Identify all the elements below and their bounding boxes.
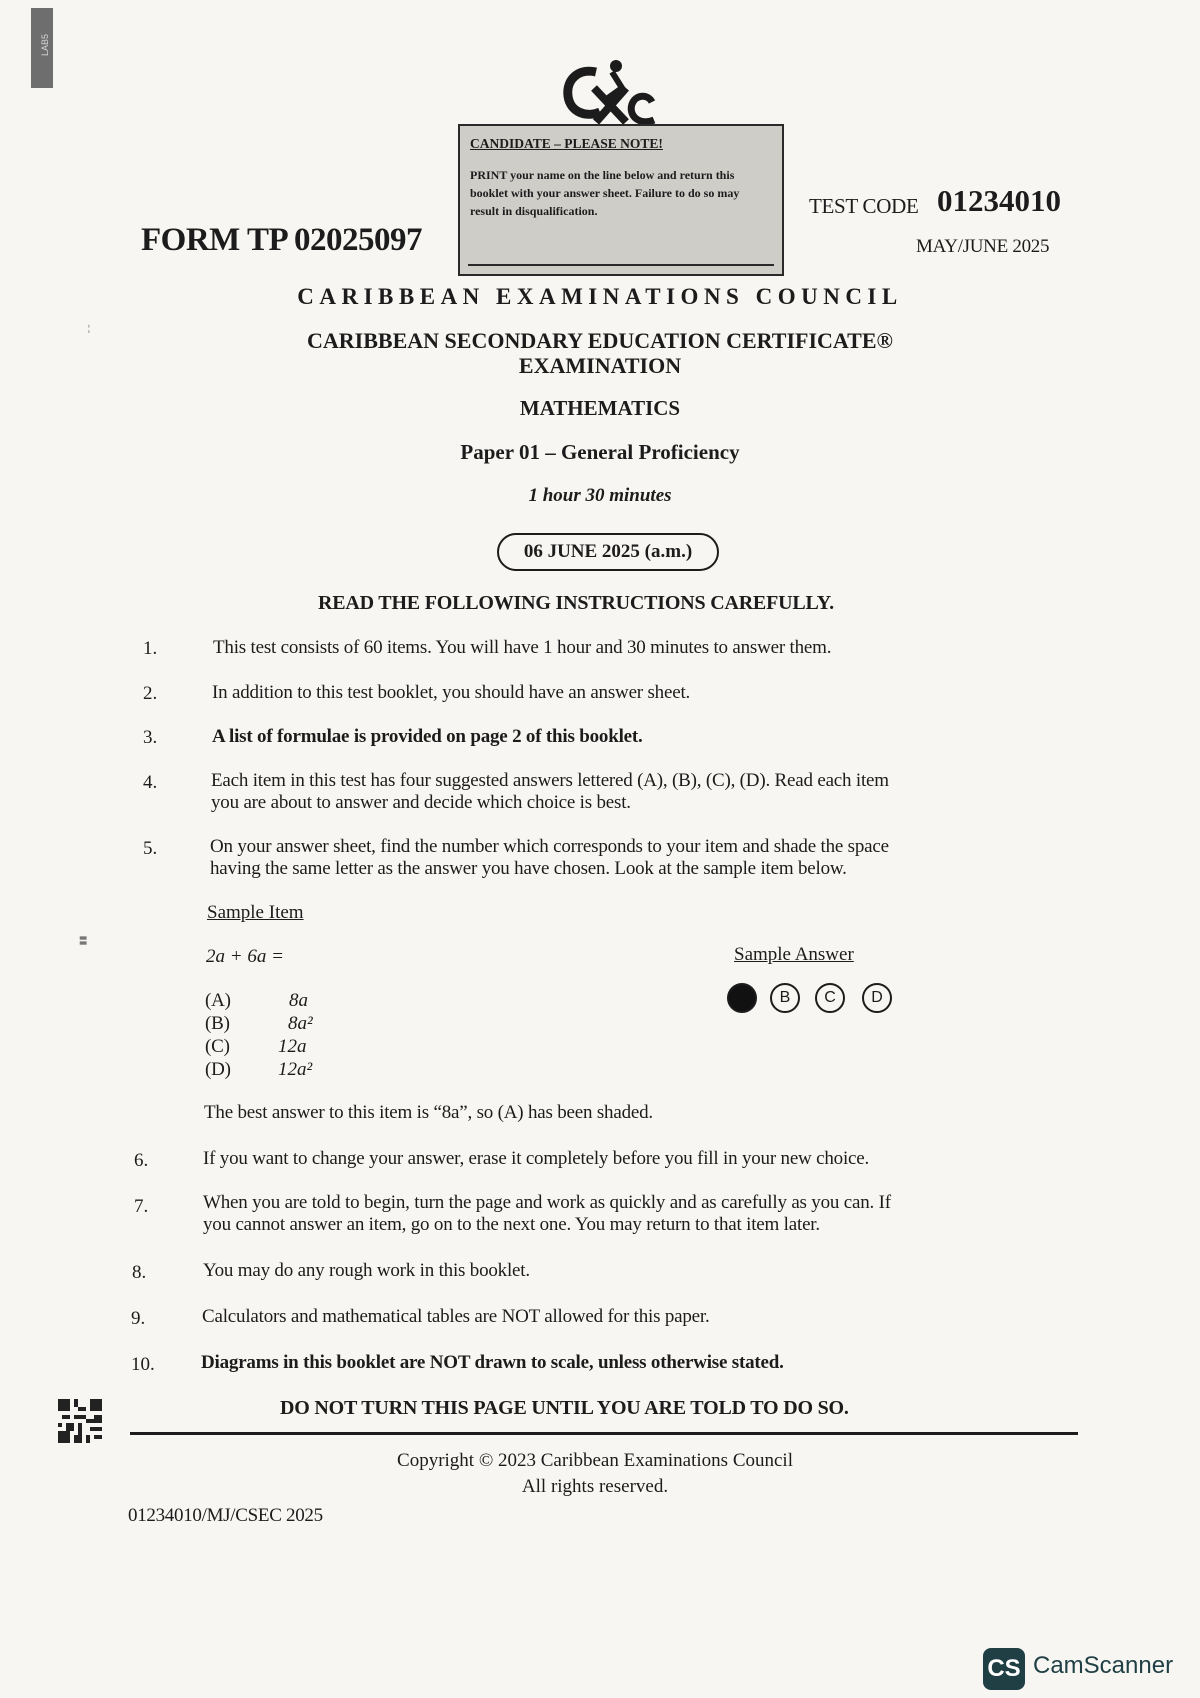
- camscanner-badge: CS: [983, 1648, 1025, 1690]
- option-value: 8a: [289, 990, 308, 1011]
- option-letter: (C): [205, 1036, 230, 1057]
- test-code-label: TEST CODE: [809, 194, 919, 218]
- instruction-number: 2.: [143, 683, 158, 704]
- option-value: 8a²: [288, 1013, 313, 1034]
- rights-line: All rights reserved.: [521, 1476, 669, 1497]
- copyright-line: Copyright © 2023 Caribbean Examinations Council: [397, 1450, 793, 1471]
- do-not-turn-notice: DO NOT TURN THIS PAGE UNTIL YOU ARE TOLD TO DO SO.: [280, 1397, 849, 1419]
- answer-bubble-b: B: [770, 983, 800, 1013]
- margin-mark: ▮▮: [77, 935, 88, 946]
- option-letter: (A): [205, 990, 231, 1011]
- instruction-text: You may do any rough work in this booklet.: [203, 1260, 530, 1281]
- exam-title-line1: CARIBBEAN SECONDARY EDUCATION CERTIFICATE®: [307, 328, 893, 353]
- instructions-heading: READ THE FOLLOWING INSTRUCTIONS CAREFULLY.: [318, 592, 834, 614]
- instruction-text: On your answer sheet, find the number which corresponds to your item and shade the space: [210, 836, 889, 857]
- margin-mark: ╴╴: [83, 322, 94, 333]
- footer-rule: [130, 1432, 1078, 1435]
- instruction-text: having the same letter as the answer you have chosen. Look at the sample item below.: [210, 858, 847, 879]
- instruction-number: 8.: [132, 1262, 147, 1283]
- sample-explanation: The best answer to this item is “8a”, so (A) has been shaded.: [204, 1102, 653, 1123]
- instruction-text: you are about to answer and decide which choice is best.: [211, 792, 631, 813]
- exam-date: 06 JUNE 2025 (a.m.): [497, 533, 719, 571]
- council-name: CARIBBEAN EXAMINATIONS COUNCIL: [297, 284, 903, 309]
- instruction-text: A list of formulae is provided on page 2 of this booklet.: [212, 726, 643, 747]
- test-code-value: 01234010: [937, 183, 1061, 218]
- exam-title-line2: EXAMINATION: [518, 353, 682, 378]
- answer-bubble-d: D: [862, 983, 892, 1013]
- instruction-number: 3.: [143, 727, 158, 748]
- qr-code: [58, 1398, 102, 1444]
- cxc-logo: [556, 58, 656, 130]
- instruction-number: 1.: [143, 638, 158, 659]
- instruction-text: In addition to this test booklet, you should have an answer sheet.: [212, 682, 691, 703]
- instruction-number: 9.: [131, 1308, 146, 1329]
- subject-title: MATHEMATICS: [519, 396, 681, 420]
- candidate-note-title: CANDIDATE – PLEASE NOTE!: [470, 136, 663, 151]
- instruction-number: 10.: [131, 1354, 155, 1375]
- camscanner-label: CamScanner: [1033, 1652, 1174, 1679]
- exam-title: [0, 328, 1200, 378]
- instruction-text: When you are told to begin, turn the page and work as quickly and as carefully as you can. If: [203, 1192, 891, 1213]
- instruction-number: 5.: [143, 838, 158, 859]
- scanner-side-tab: [31, 8, 53, 88]
- instruction-text: Diagrams in this booklet are NOT drawn to scale, unless otherwise stated.: [201, 1352, 784, 1373]
- exam-duration: 1 hour 30 minutes: [528, 485, 672, 506]
- instruction-text: This test consists of 60 items. You will have 1 hour and 30 minutes to answer them.: [213, 637, 832, 658]
- instruction-text: you cannot answer an item, go on to the next one. You may return to that item later.: [203, 1214, 820, 1235]
- instruction-number: 7.: [134, 1196, 149, 1217]
- sample-answer-label: Sample Answer: [734, 944, 854, 965]
- option-letter: (D): [205, 1059, 231, 1080]
- candidate-note-box: [458, 124, 784, 276]
- answer-bubble-a-shaded: [727, 983, 757, 1013]
- exam-session: MAY/JUNE 2025: [916, 236, 1050, 257]
- form-number: FORM TP 02025097: [141, 222, 423, 258]
- candidate-name-line: [468, 264, 774, 266]
- answer-bubble-c: C: [815, 983, 845, 1013]
- footer-copyright-block: [0, 1448, 1190, 1500]
- option-letter: (B): [205, 1013, 230, 1034]
- paper-title: Paper 01 – General Proficiency: [460, 440, 740, 464]
- side-tab-label: LAB5: [40, 33, 51, 57]
- instruction-text: If you want to change your answer, erase it completely before you fill in your new choice.: [203, 1148, 870, 1169]
- instruction-text: Each item in this test has four suggested answers lettered (A), (B), (C), (D). Read each item: [211, 770, 889, 791]
- instruction-number: 6.: [134, 1150, 149, 1171]
- candidate-note-text: PRINT your name on the line below and return this booklet with your answer sheet. Failure to do so may result in disqualification.: [470, 168, 740, 218]
- option-value: 12a: [278, 1036, 307, 1057]
- sample-item-label: Sample Item: [207, 902, 304, 923]
- document-code: 01234010/MJ/CSEC 2025: [128, 1505, 323, 1526]
- option-value: 12a²: [278, 1059, 313, 1080]
- sample-question: 2a + 6a =: [206, 946, 284, 967]
- instruction-text: Calculators and mathematical tables are NOT allowed for this paper.: [202, 1306, 710, 1327]
- instruction-number: 4.: [143, 772, 158, 793]
